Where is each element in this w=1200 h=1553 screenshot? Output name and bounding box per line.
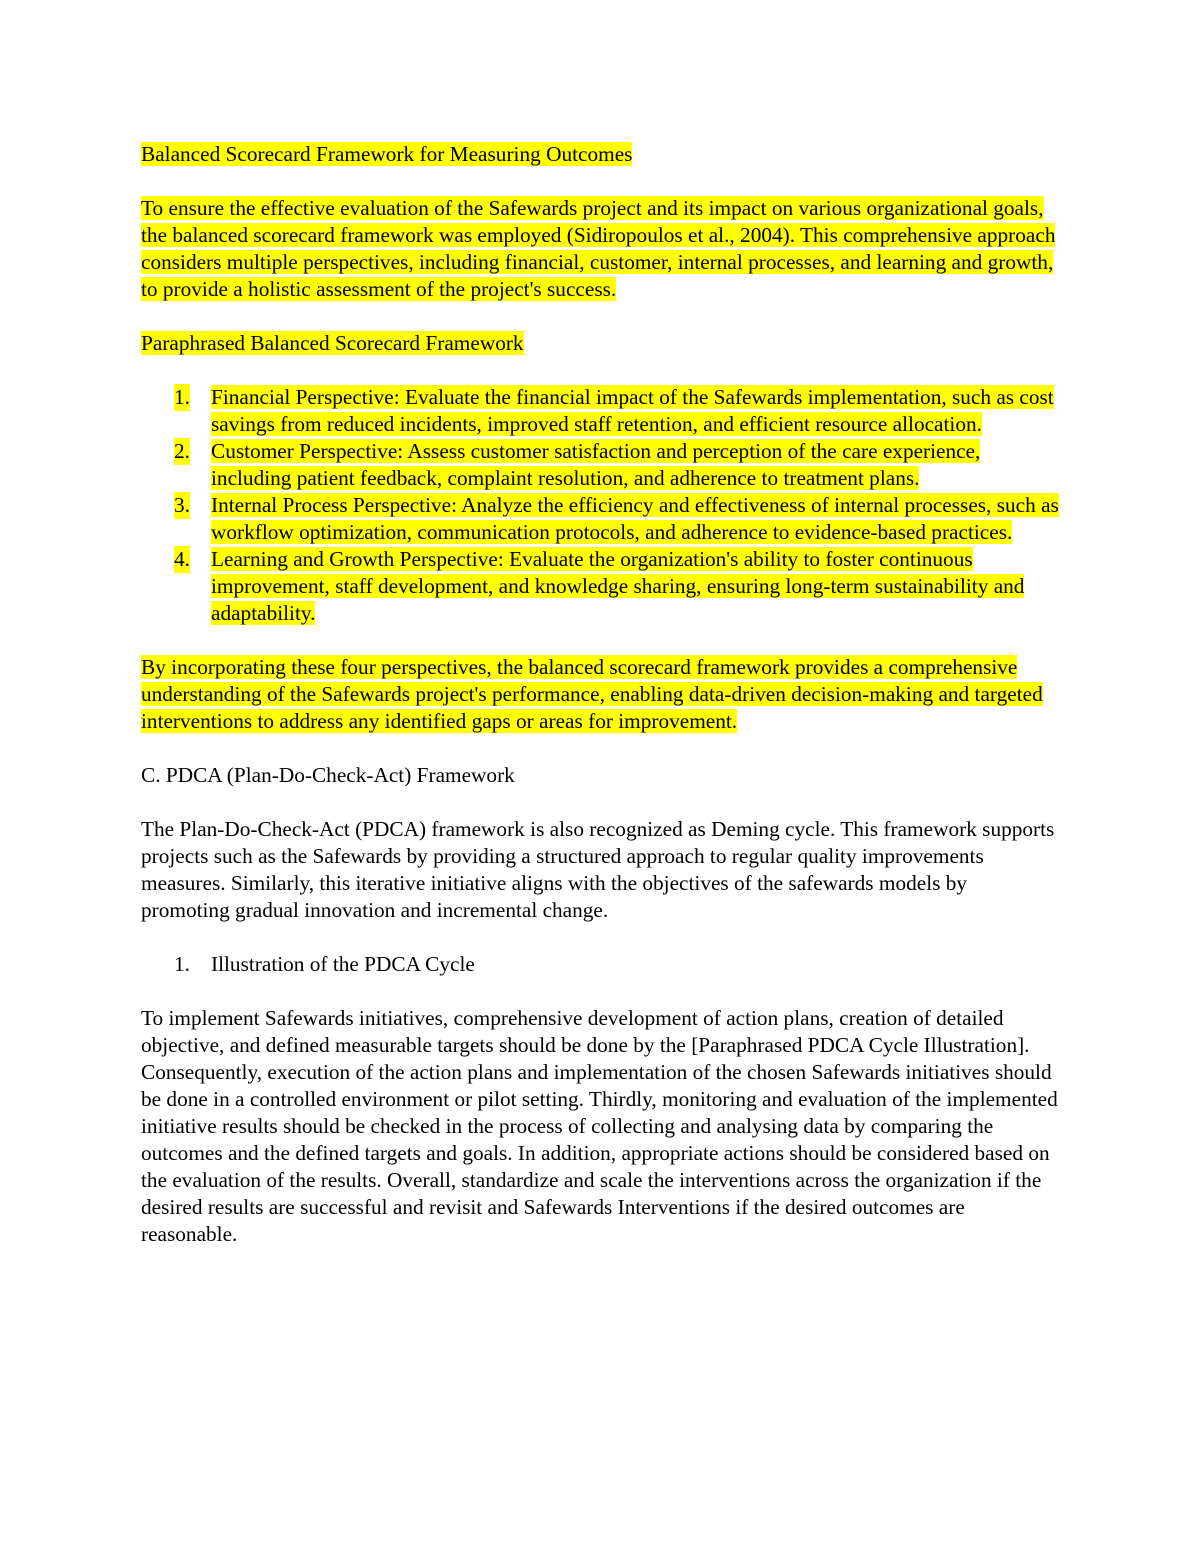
- list-item: [141, 546, 1061, 627]
- list-item-text: Illustration of the PDCA Cycle: [211, 952, 475, 976]
- subheading-paraphrased-framework: [141, 330, 1061, 357]
- perspectives-list: [141, 384, 1061, 627]
- highlighted-paragraph: To ensure the effective evaluation of the Safewards project and its impact on various organizational goals, the balanced scorecard framework was employed (Sidiropoulos et al., 2004). This comprehensive approach considers multiple perspectives, including financial, customer, internal processes, and learning and growth, to provide a holistic assessment of the project's success.: [141, 196, 1056, 301]
- paragraph-intro-balanced-scorecard: [141, 195, 1061, 303]
- highlighted-subheading: Paraphrased Balanced Scorecard Framework: [141, 331, 524, 355]
- section-heading-pdca: C. PDCA (Plan-Do-Check-Act) Framework: [141, 763, 515, 787]
- paragraph-conclusion-balanced-scorecard: [141, 654, 1061, 735]
- highlighted-paragraph: By incorporating these four perspectives, the balanced scorecard framework provides a comprehensive understanding of the Safewards project's performance, enabling data-driven decision-making and targeted interventions to address any identified gaps or areas for improvement.: [141, 655, 1043, 733]
- list-item-number: 1.: [174, 385, 190, 409]
- document-page: [141, 141, 1061, 1275]
- list-item: [141, 384, 1061, 438]
- paragraph-body-pdca: To implement Safewards initiatives, comprehensive development of action plans, creation of detailed objective, and defined measurable targets should be done by the [Paraphrased PDCA Cycle Illustration]. Consequently, execution of the action plans and implementation of the chosen Safewards initiatives should be done in a controlled environment or pilot setting. Thirdly, monitoring and evaluation of the implemented initiative results should be checked in the process of collecting and analysing data by comparing the outcomes and the defined targets and goals. In addition, appropriate actions should be considered based on the evaluation of the results. Overall, standardize and scale the interventions across the organization if the desired results are successful and revisit and Safewards Interventions if the desired outcomes are reasonable.: [141, 1006, 1058, 1246]
- pdca-list: [141, 951, 1061, 978]
- list-item: [141, 438, 1061, 492]
- list-item: [141, 951, 1061, 978]
- list-item-text: Financial Perspective: Evaluate the financial impact of the Safewards implementation, such as cost savings from reduced incidents, improved staff retention, and efficient resource allocation.: [211, 385, 1054, 436]
- section-heading-balanced-scorecard: [141, 141, 1061, 168]
- list-item-text: Internal Process Perspective: Analyze the efficiency and effectiveness of internal processes, such as workflow optimization, communication protocols, and adherence to evidence-based practices.: [211, 493, 1059, 544]
- list-item-text: Customer Perspective: Assess customer satisfaction and perception of the care experience, including patient feedback, complaint resolution, and adherence to treatment plans.: [211, 439, 981, 490]
- list-item-number: 4.: [174, 547, 190, 571]
- list-item-number: 2.: [174, 439, 190, 463]
- list-item-number: 1.: [174, 952, 190, 976]
- list-item-number: 3.: [174, 493, 190, 517]
- paragraph-intro-pdca: The Plan-Do-Check-Act (PDCA) framework is also recognized as Deming cycle. This framework supports projects such as the Safewards by providing a structured approach to regular quality improvements measures. Similarly, this iterative initiative aligns with the objectives of the safewards models by promoting gradual innovation and incremental change.: [141, 817, 1055, 922]
- list-item-text: Learning and Growth Perspective: Evaluate the organization's ability to foster continuous improvement, staff development, and knowledge sharing, ensuring long-term sustainability and adaptability.: [211, 547, 1025, 625]
- highlighted-heading: Balanced Scorecard Framework for Measuring Outcomes: [141, 142, 633, 166]
- list-item: [141, 492, 1061, 546]
